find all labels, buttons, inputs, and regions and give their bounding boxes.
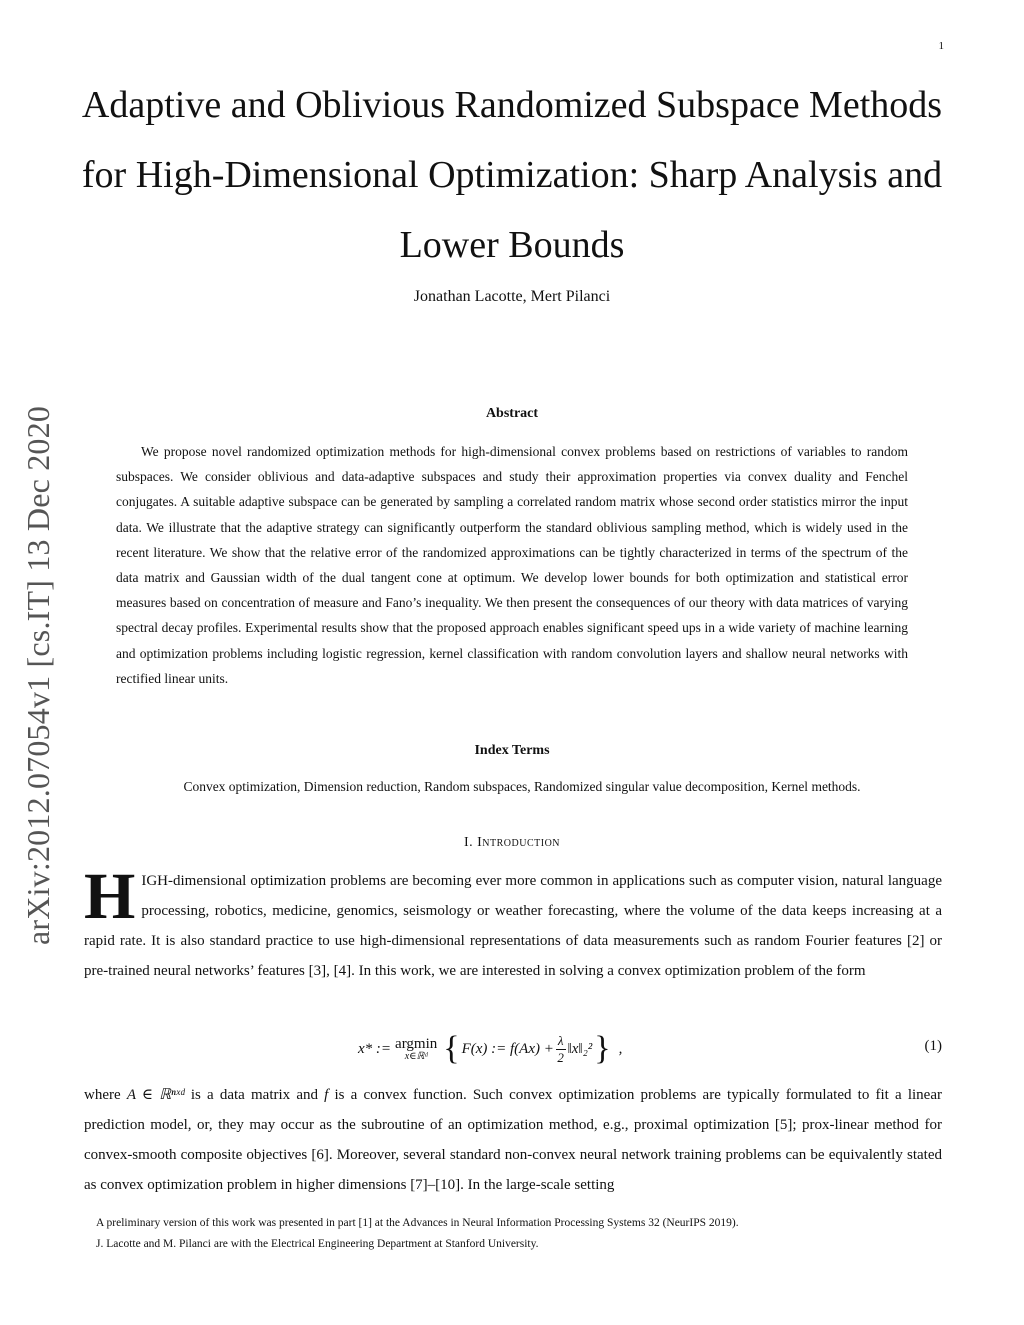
footnote-affiliation: J. Lacotte and M. Pilanci are with the Electrical Engineering Department at Stanford University. [96, 1238, 539, 1250]
equation-number: (1) [924, 1038, 942, 1054]
equation-trailing-comma: , [618, 1040, 623, 1057]
abstract-heading: Abstract [485, 406, 539, 421]
function-symbol: f [324, 1087, 329, 1103]
post-equation-text: is a convex function. Such convex optimization problems are typically formulated to fit a linear prediction model, or, they may occur as the subroutine of an optimization method, e.g., proximal optimization [5]; prox-linear method for convex-smooth composite objectives [6]. Moreover, several standard non-convex neural network training problems can be equivalently stated as convex optimization problem in higher dimensions [7]–[10]. In the large-scale setting [84, 1087, 942, 1193]
post-equation-paragraph [84, 1080, 942, 1200]
abstract-body: We propose novel randomized optimization methods for high-dimensional convex problems based on restrictions of variables to random subspaces. We consider oblivious and data-adaptive subspaces and study their approximation properties via convex duality and Fenchel conjugates. A suitable adaptive subspace can be generated by sampling a correlated random matrix whose second order statistics mirror the input data. We illustrate that the adaptive strategy can significantly outperform the standard oblivious sampling method, which is widely used in the recent literature. We show that the relative error of the randomized approximations can be tightly characterized in terms of the spectrum of the data matrix and Gaussian width of the dual tangent cone at optimum. We develop lower bounds for both optimization and statistical error measures based on concentration of measure and Fano’s inequality. We then present the consequences of our theory with data matrices of varying spectral decay profiles. Experimental results show that the proposed approach enables significant speed ups in a wide variety of machine learning and optimization problems including logistic regression, kernel classification with random convolution layers and shallow neural networks with rectified linear units. [116, 444, 908, 686]
author-list: Jonathan Lacotte, Mert Pilanci [413, 288, 611, 305]
norm-term: ‖x‖₂² [567, 1040, 593, 1057]
argmin-label: argmin [395, 1036, 438, 1052]
drop-cap: H [84, 860, 136, 933]
section-heading-introduction: I. Introduction [463, 835, 561, 850]
page-number: 1 [938, 40, 944, 52]
argmin-operator [395, 1036, 437, 1062]
introduction-text: IGH-dimensional optimization problems are becoming ever more common in applications such as computer vision, natural language processing, robotics, medicine, genomics, seismology or weather forecasting, where the volume of the data keeps increasing at a rapid rate. It is also standard practice to use high-dimensional representations of data measurements such as random Fourier features [2] or pre-trained neural networks’ features [3], [4]. In this work, we are interested in solving a convex optimization problem of the form [84, 873, 942, 979]
matrix-definition: A ∈ ℝⁿˣᵈ [126, 1087, 185, 1103]
right-brace: } [594, 1030, 611, 1067]
matrix-description: is a data matrix and [190, 1087, 318, 1103]
fraction-denominator: 2 [557, 1049, 564, 1065]
fraction-numerator: λ [557, 1032, 564, 1048]
equation-lhs: x* := [358, 1040, 392, 1057]
equation-1 [84, 1028, 942, 1072]
argmin-subscript: x∈ℝᵈ [404, 1051, 428, 1062]
equation-body: F(x) := f(Ax) + [461, 1040, 554, 1057]
where-word: where [84, 1087, 121, 1103]
paper-title: Adaptive and Oblivious Randomized Subspace Methods for High-Dimensional Optimization: Sharp Analysis and Lower Bounds [81, 84, 943, 266]
index-terms-heading: Index Terms [474, 743, 550, 758]
index-terms-body: Convex optimization, Dimension reduction, Random subspaces, Randomized singular value decomposition, Kernel methods. [183, 779, 861, 794]
footnote-preliminary-version: A preliminary version of this work was presented in part [1] at the Advances in Neural Information Processing Systems 32 (NeurIPS 2019). [96, 1217, 739, 1229]
lambda-fraction [556, 1033, 566, 1066]
arxiv-identifier-stamp: arXiv:2012.07054v1 [cs.IT] 13 Dec 2020 [20, 405, 56, 945]
introduction-paragraph [84, 860, 942, 986]
equation-expression [358, 1032, 622, 1066]
left-brace: { [443, 1030, 460, 1067]
footnotes [96, 1213, 956, 1255]
